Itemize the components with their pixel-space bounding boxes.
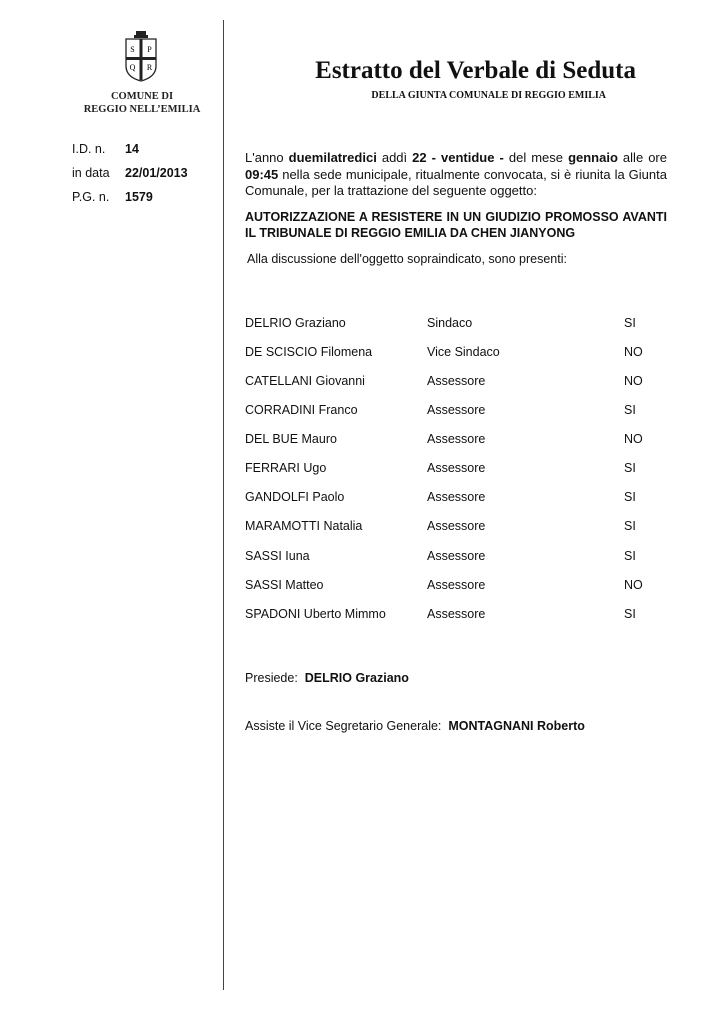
member-presence: NO <box>624 432 643 446</box>
member-role: Assessore <box>427 578 486 592</box>
member-name: DE SCISCIO Filomena <box>245 345 373 359</box>
member-name: MARAMOTTI Natalia <box>245 519 363 533</box>
meta-pg <box>72 189 153 205</box>
member-presence: NO <box>624 374 643 388</box>
meeting-subject: AUTORIZZAZIONE A RESISTERE IN UN GIUDIZIO PROMOSSO AVANTI IL TRIBUNALE DI REGGIO EMILIA DA CHEN JIANYONG <box>245 210 667 240</box>
meta-id <box>72 141 139 157</box>
member-role: Assessore <box>427 374 486 388</box>
member-role: Vice Sindaco <box>427 345 500 359</box>
meta-pg-value: 1579 <box>125 190 153 204</box>
vertical-divider <box>223 20 224 990</box>
member-row <box>245 459 685 477</box>
member-role: Assessore <box>427 432 486 446</box>
member-name: CATELLANI Giovanni <box>245 374 365 388</box>
intro-day: 22 - ventidue - <box>412 150 504 165</box>
secretary-name: MONTAGNANI Roberto <box>448 719 585 733</box>
municipality-line-1: COMUNE DI <box>110 91 174 102</box>
member-row <box>245 605 685 623</box>
member-presence: SI <box>624 549 636 563</box>
intro-month: gennaio <box>568 150 618 165</box>
meta-id-label: I.D. n. <box>72 142 106 156</box>
logo-letter-s: S <box>130 45 135 54</box>
member-name: FERRARI Ugo <box>245 461 327 475</box>
member-name: SPADONI Uberto Mimmo <box>245 607 386 621</box>
member-presence: SI <box>624 403 636 417</box>
member-row <box>245 401 685 419</box>
member-name: SASSI Iuna <box>245 549 310 563</box>
meta-date <box>72 165 188 181</box>
chairperson-name: DELRIO Graziano <box>304 671 409 685</box>
member-name: GANDOLFI Paolo <box>245 490 345 504</box>
secretary-label: Assiste il Vice Segretario Generale: <box>245 719 442 733</box>
member-name: DEL BUE Mauro <box>245 432 337 446</box>
member-role: Assessore <box>427 519 486 533</box>
secretary <box>245 719 585 733</box>
member-role: Assessore <box>427 490 486 504</box>
municipality-name <box>62 90 222 116</box>
member-presence: NO <box>624 345 643 359</box>
member-presence: SI <box>624 607 636 621</box>
member-role: Assessore <box>427 461 486 475</box>
member-role: Assessore <box>427 607 486 621</box>
member-row <box>245 576 685 594</box>
member-row <box>245 517 685 535</box>
member-presence: SI <box>624 519 636 533</box>
attendance-intro: Alla discussione dell'oggetto sopraindicato, sono presenti: <box>247 252 567 266</box>
coat-of-arms-logo <box>123 30 159 82</box>
intro-time: 09:45 <box>245 166 279 182</box>
meta-pg-label: P.G. n. <box>72 190 110 204</box>
member-row <box>245 430 685 448</box>
member-row <box>245 547 685 565</box>
logo-letter-r: R <box>146 63 153 72</box>
member-name: SASSI Matteo <box>245 578 324 592</box>
meta-date-value: 22/01/2013 <box>125 166 188 180</box>
member-row <box>245 314 685 332</box>
member-presence: SI <box>624 461 636 475</box>
member-name: DELRIO Graziano <box>245 316 346 330</box>
member-presence: NO <box>624 578 643 592</box>
chairperson-label: Presiede: <box>245 671 298 685</box>
member-presence: SI <box>624 490 636 504</box>
member-name: CORRADINI Franco <box>245 403 358 417</box>
document-subtitle: DELLA GIUNTA COMUNALE DI REGGIO EMILIA <box>371 90 606 101</box>
meta-date-label: in data <box>72 166 110 180</box>
meta-id-value: 14 <box>125 142 139 156</box>
member-row <box>245 488 685 506</box>
chairperson <box>245 671 409 685</box>
logo-letter-p: P <box>147 45 152 54</box>
member-row <box>245 343 685 361</box>
municipality-line-2: REGGIO NELL’EMILIA <box>83 104 201 115</box>
intro-paragraph: L'anno duemilatredici addì 22 - ventidue - del mese gennaio alle ore 09:45 nella sede municipale, ritualmente convocata, si è riunita la Giunta Comunale, per la trattazione del seguente oggetto: <box>245 150 667 198</box>
logo-letter-q: Q <box>129 63 136 72</box>
member-row <box>245 372 685 390</box>
member-role: Sindaco <box>427 316 473 330</box>
document-title: Estratto del Verbale di Seduta <box>315 57 636 84</box>
intro-year: duemilatredici <box>288 150 377 165</box>
member-role: Assessore <box>427 403 486 417</box>
member-presence: SI <box>624 316 636 330</box>
member-role: Assessore <box>427 549 486 563</box>
